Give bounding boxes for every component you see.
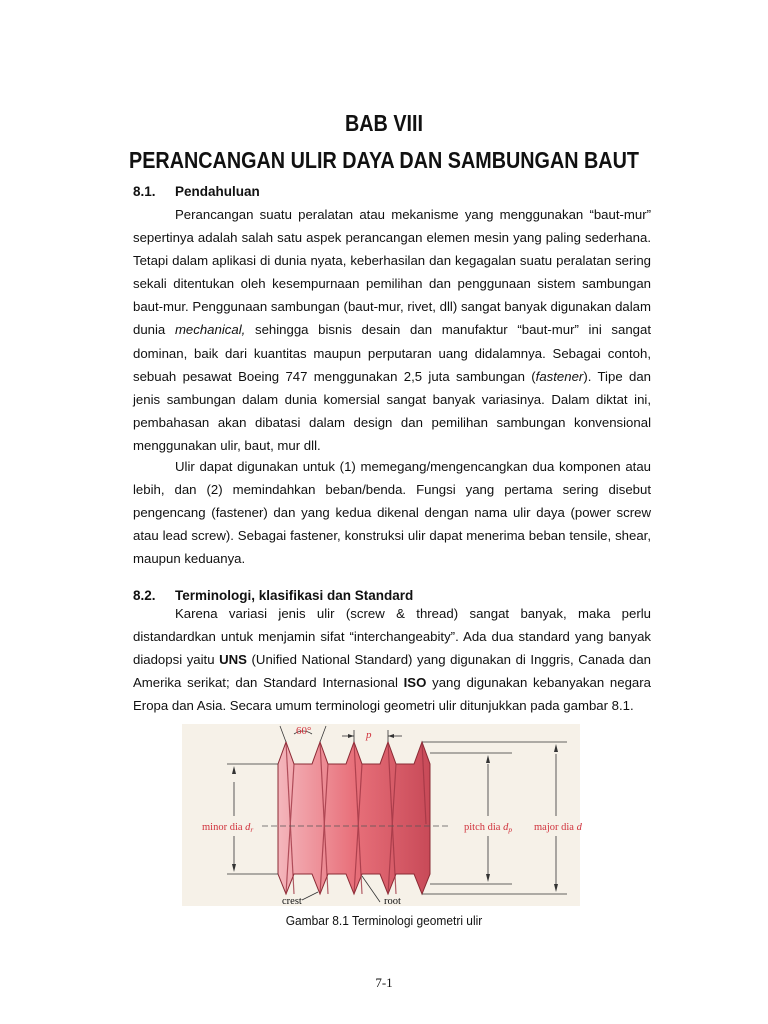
paragraph-standards bbox=[133, 602, 651, 717]
crest-label: crest bbox=[282, 896, 302, 907]
figure-caption: Gambar 8.1 Terminologi geometri ulir bbox=[285, 913, 483, 928]
major-dia-label: major dia d bbox=[534, 822, 582, 833]
minor-dia-label: minor dia dr bbox=[202, 822, 254, 834]
pitch-label: p bbox=[366, 729, 372, 741]
major-dia-annotation bbox=[422, 742, 583, 894]
thread-diagram bbox=[182, 724, 580, 906]
pitch-annotation bbox=[342, 729, 402, 742]
section-number: 8.2. bbox=[133, 588, 156, 603]
section-8-2-title bbox=[133, 588, 413, 603]
paragraph-intro bbox=[133, 203, 651, 457]
minor-dia-annotation bbox=[202, 764, 278, 874]
text-run: sehingga bisnis desain dan manufaktur “baut-mur” ini sangat dominan, baik dari kuantitas maupun perputaran uang didalamnya. Sebagai contoh, sebuah pesawat Boeing 747 menggunakan 2,5 juta sambungan ( bbox=[133, 322, 652, 384]
section-heading: Pendahuluan bbox=[175, 184, 260, 199]
text-run: Perancangan suatu peralatan atau mekanisme yang menggunakan “baut-mur” sepertinya adalah salah satu aspek perancangan elemen mesin yang paling sederhana. Tetapi dalam aplikasi di dunia nyata, keberhasilan dan kegagalan suatu peralatan sering sekali ditentukan oleh kesempurnaan pemilihan dan penggunaan sistem sambungan baut-mur. Penggunaan sambungan (baut-mur, rivet, dll) sangat banyak digunakan dalam dunia bbox=[133, 207, 651, 338]
text-run: ). Tipe dan jenis sambungan dalam dunia komersial sangat banyak variasinya. Dalam diktat ini, pembahasan akan dibatasi dalam design dan pemilihan sambungan konvensional menggunakan ulir, baut, mur dll. bbox=[133, 368, 651, 453]
angle-label: 60° bbox=[296, 725, 312, 737]
page-number: 7-1 bbox=[375, 975, 393, 990]
section-8-1-title bbox=[133, 184, 260, 199]
root-label: root bbox=[384, 896, 401, 907]
chapter-heading: BAB VIII bbox=[344, 110, 424, 136]
text-run: Karena variasi jenis ulir (screw & thread) sangat banyak, maka perlu distandardkan untuk menjamin sifat “interchangeabity”. Ada dua standard yang banyak diadopsi yaitu bbox=[133, 606, 651, 668]
thread-body bbox=[262, 742, 450, 894]
bold-term: UNS bbox=[219, 652, 247, 668]
thread-figure bbox=[182, 724, 580, 906]
italic-term: fastener bbox=[535, 368, 584, 384]
paragraph-uses: Ulir dapat digunakan untuk (1) memegang/mengencangkan dua komponen atau lebih, dan (2) memindahkan beban/benda. Fungsi yang pertama sering disebut pengencang (fastener) dan yang kedua dikenal dengan nama ulir daya (power screw atau lead screw). Sebagai fastener, konstruksi ulir dapat menerima beban tensile, shear, maupun keduanya. bbox=[133, 459, 651, 567]
text-run: (Unified National Standard) yang digunakan di Inggris, Canada dan Amerika serikat; dan Standard Internasional bbox=[133, 652, 651, 691]
text-run: yang digunakan kebanyakan negara Eropa dan Asia. Secara umum terminologi geometri ulir ditunjukkan pada gambar 8.1. bbox=[133, 675, 651, 714]
angle-annotation bbox=[280, 725, 326, 742]
thread-shape bbox=[278, 742, 430, 894]
pitch-dia-label: pitch dia dp bbox=[464, 822, 513, 834]
section-heading: Terminologi, klasifikasi dan Standard bbox=[175, 588, 414, 603]
section-number: 8.1. bbox=[133, 184, 156, 199]
bold-term: ISO bbox=[403, 675, 427, 691]
chapter-title: PERANCANGAN ULIR DAYA DAN SAMBUNGAN BAUT bbox=[129, 147, 639, 173]
italic-term: mechanical, bbox=[174, 322, 246, 338]
pitch-dia-annotation bbox=[430, 753, 512, 884]
